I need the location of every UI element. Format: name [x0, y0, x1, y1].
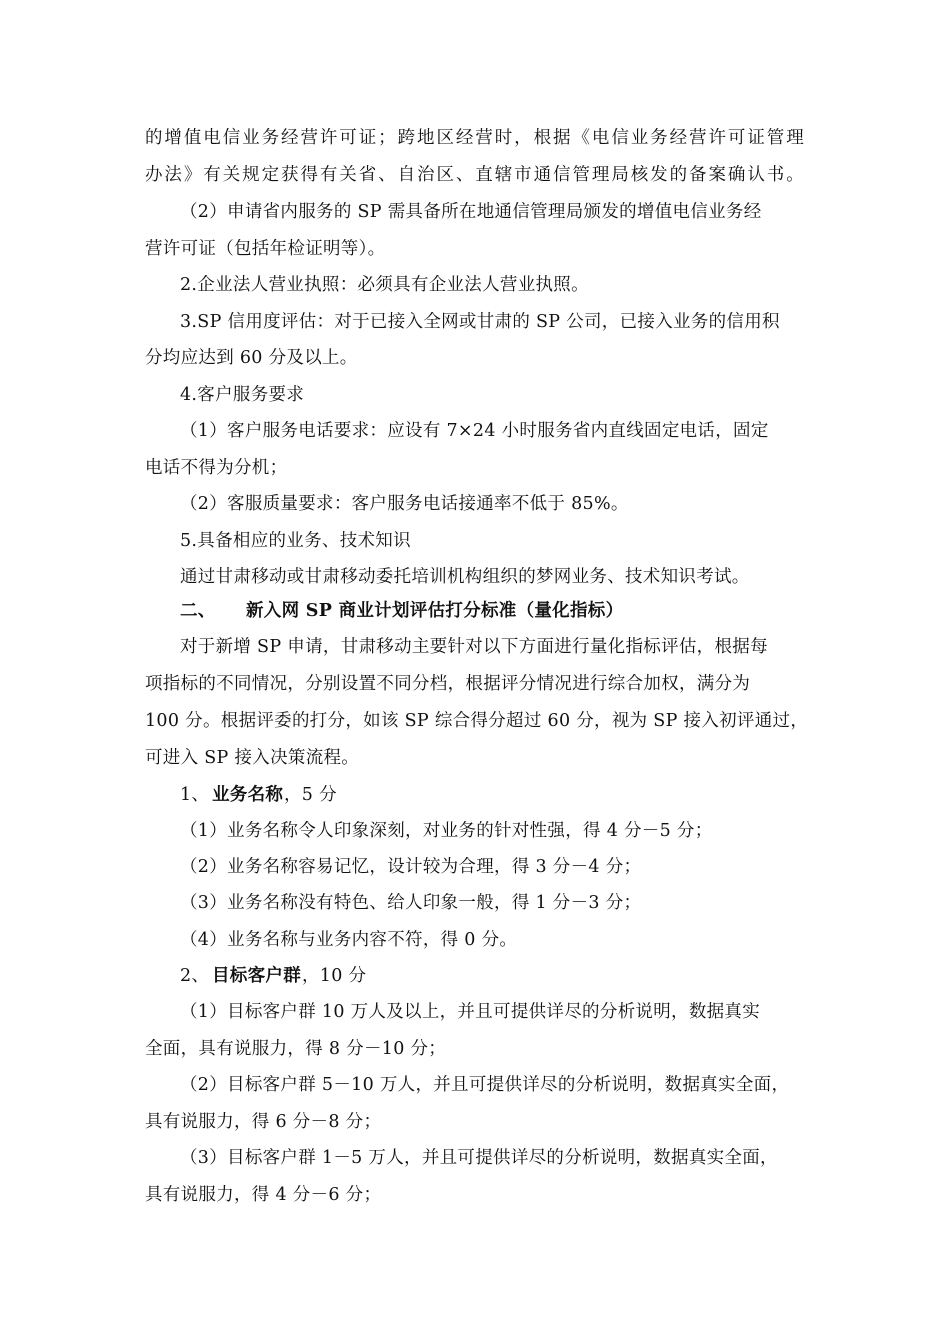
- body-line: 通过甘肃移动或甘肃移动委托培训机构组织的梦网业务、技术知识考试。: [180, 567, 750, 587]
- body-line: 具有说服力，得 6 分－8 分；: [145, 1112, 382, 1132]
- body-line: 4.客户服务要求: [180, 385, 305, 405]
- body-line: 2.企业法人营业执照：必须具有企业法人营业执照。: [180, 275, 589, 295]
- body-line: 对于新增 SP 申请，甘肃移动主要针对以下方面进行量化指标评估，根据每: [180, 637, 768, 657]
- body-line: 全面，具有说服力，得 8 分－10 分；: [145, 1039, 447, 1059]
- body-line: （2）业务名称容易记忆，设计较为合理，得 3 分－4 分；: [180, 857, 642, 877]
- body-line: 项指标的不同情况，分别设置不同分档，根据评分情况进行综合加权，满分为: [145, 674, 751, 694]
- body-line: （1）客户服务电话要求：应设有 7×24 小时服务省内直线固定电话，固定: [180, 421, 769, 441]
- body-line: （2）目标客户群 5－10 万人，并且可提供详尽的分析说明，数据真实全面，: [180, 1075, 790, 1095]
- body-line: 具有说服力，得 4 分－6 分；: [145, 1185, 382, 1205]
- section-heading: 新入网 SP 商业计划评估打分标准（量化指标）: [246, 601, 624, 621]
- body-line: （4）业务名称与业务内容不符，得 0 分。: [180, 930, 518, 950]
- body-line: 营许可证（包括年检证明等）。: [145, 239, 386, 259]
- body-line: 电话不得为分机；: [145, 458, 288, 478]
- body-line: 5.具备相应的业务、技术知识: [180, 531, 411, 551]
- body-line: 可进入 SP 接入决策流程。: [145, 748, 360, 768]
- body-line: （3）业务名称没有特色、给人印象一般，得 1 分－3 分；: [180, 893, 642, 913]
- item-number: 1、: [180, 785, 210, 805]
- body-line: 办法》有关规定获得有关省、自治区、直辖市通信管理局核发的备案确认书。: [145, 165, 804, 185]
- item-score: ，10 分: [302, 966, 367, 986]
- item-number: 2、: [180, 966, 210, 986]
- body-line: 的增值电信业务经营许可证；跨地区经营时，根据《电信业务经营许可证管理: [145, 128, 804, 148]
- body-line: 分均应达到 60 分及以上。: [145, 348, 358, 368]
- section-heading-number: 二、: [180, 601, 216, 621]
- item-title: 业务名称: [212, 785, 284, 805]
- body-line: 100 分。根据评委的打分，如该 SP 综合得分超过 60 分，视为 SP 接入初评通过，: [145, 711, 809, 731]
- item-title: 目标客户群: [212, 966, 301, 986]
- body-line: （1）目标客户群 10 万人及以上，并且可提供详尽的分析说明，数据真实: [180, 1002, 761, 1022]
- body-line: （2）客服质量要求：客户服务电话接通率不低于 85%。: [180, 494, 629, 514]
- body-line: 3.SP 信用度评估：对于已接入全网或甘肃的 SP 公司，已接入业务的信用积: [180, 312, 780, 332]
- body-line: （1）业务名称令人印象深刻，对业务的针对性强，得 4 分－5 分；: [180, 821, 713, 841]
- body-line: （2）申请省内服务的 SP 需具备所在地通信管理局颁发的增值电信业务经: [180, 202, 762, 222]
- body-line: （3）目标客户群 1－5 万人，并且可提供详尽的分析说明，数据真实全面，: [180, 1148, 778, 1168]
- item-score: ，5 分: [284, 785, 337, 805]
